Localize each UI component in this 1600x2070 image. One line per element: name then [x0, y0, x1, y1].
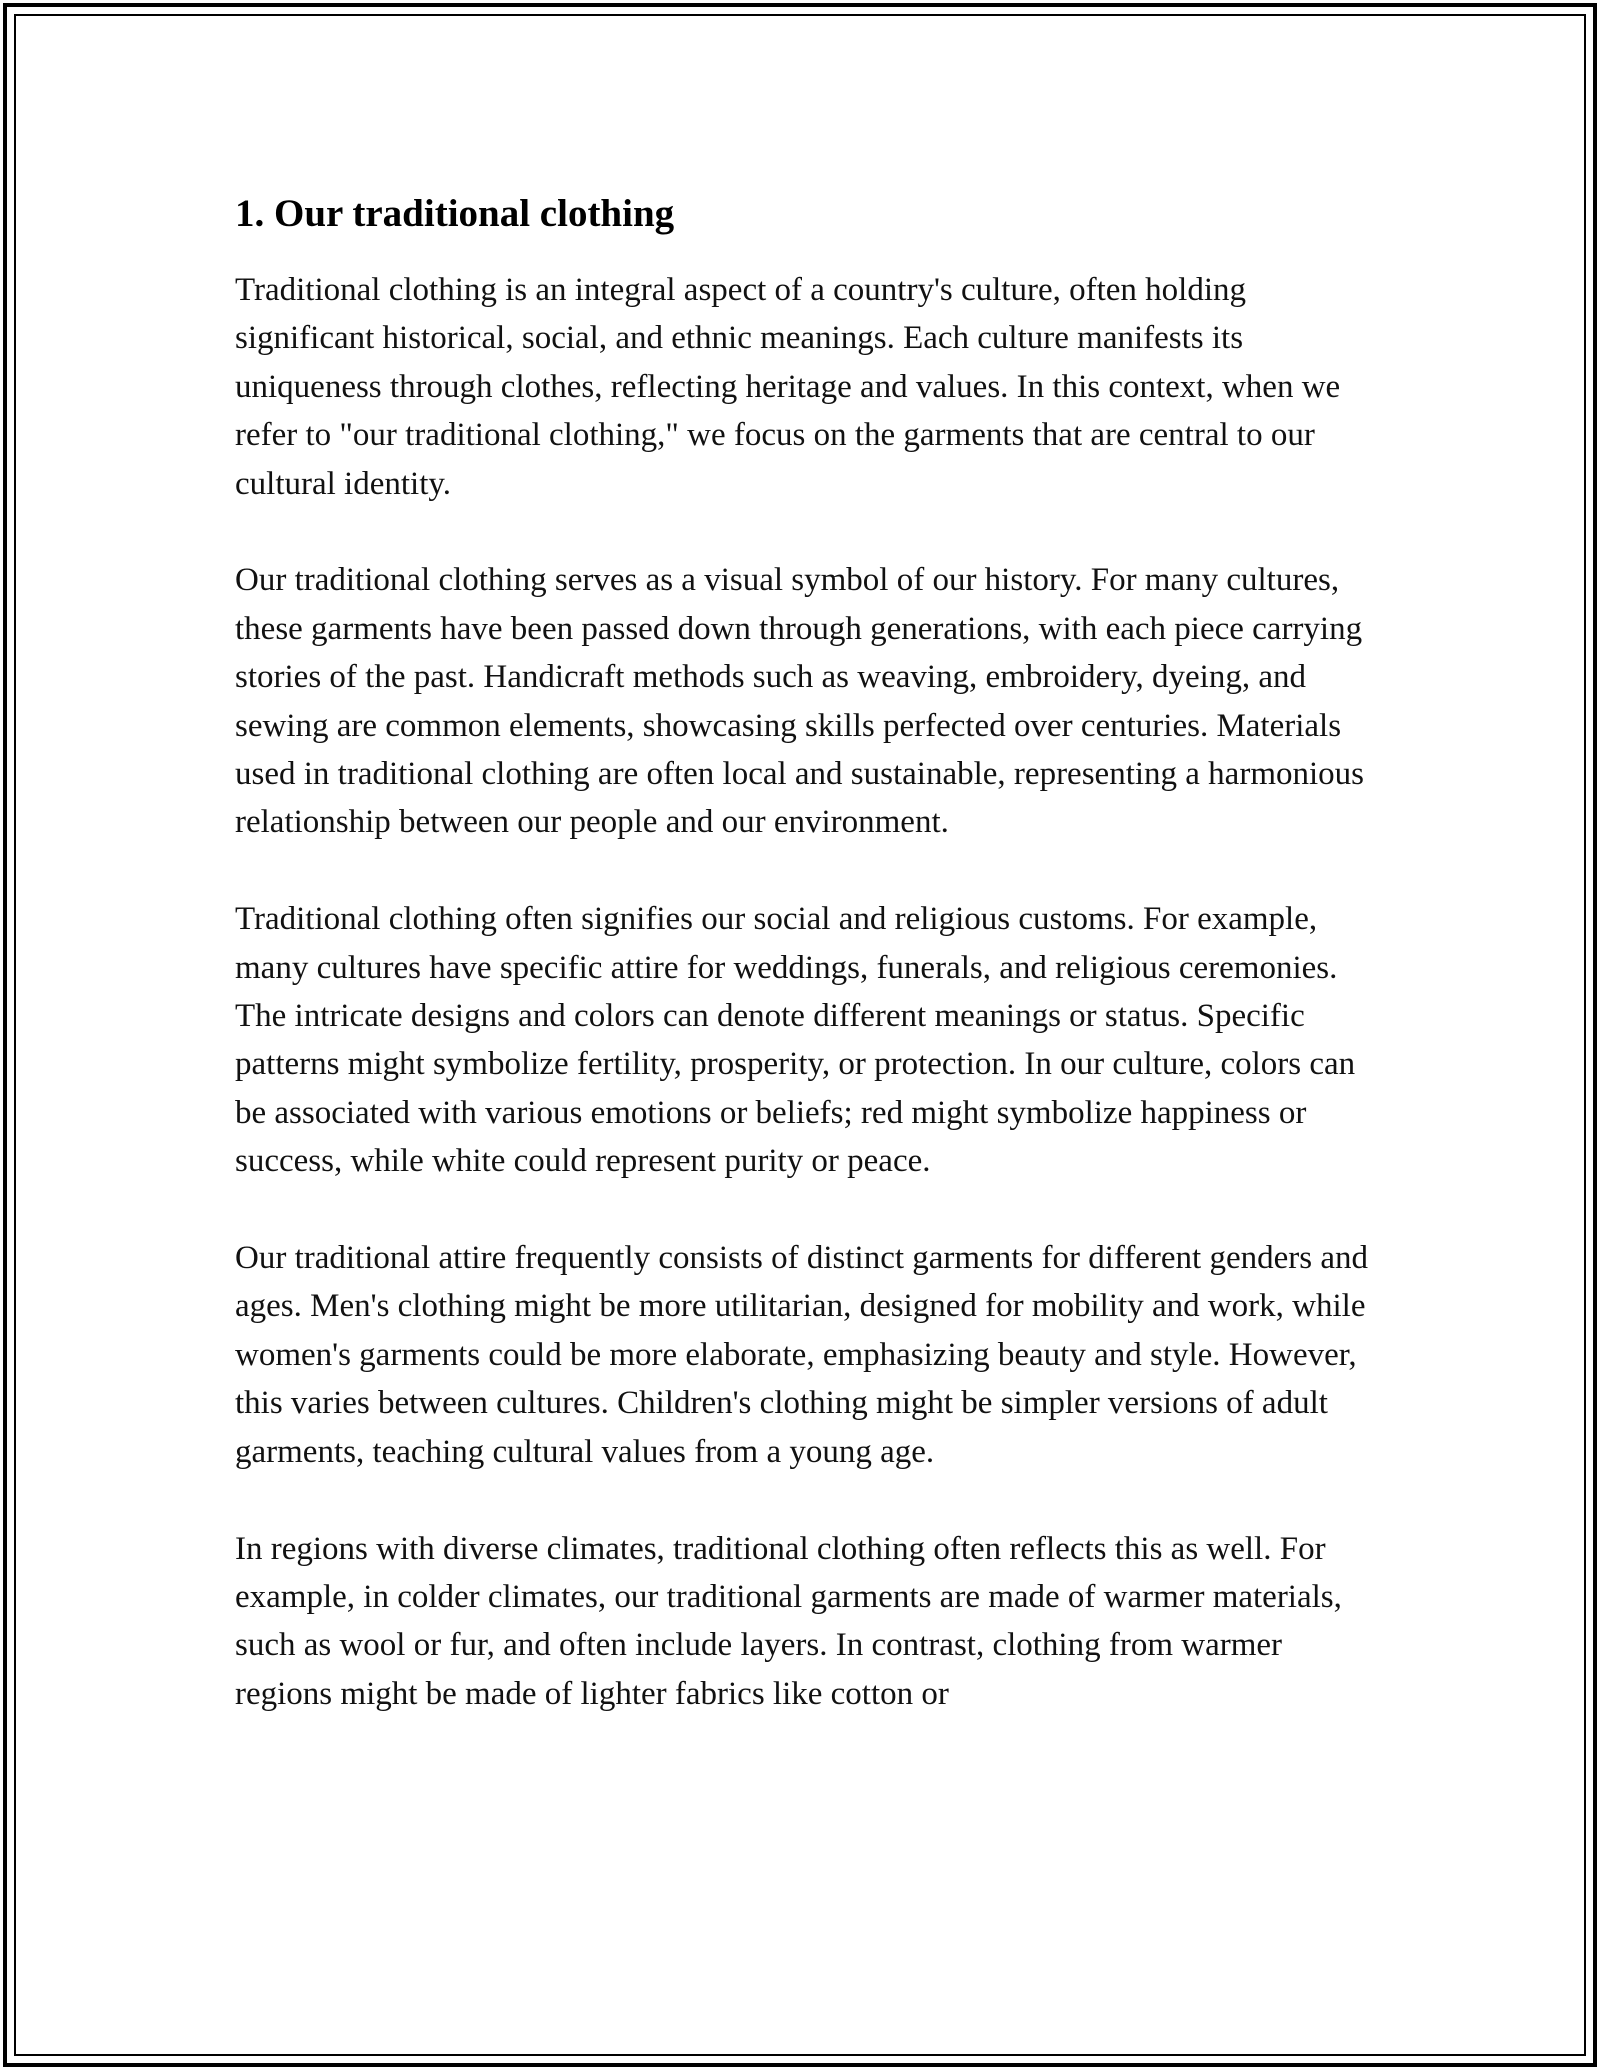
paragraph-1: Traditional clothing is an integral aspect of a country's culture, often holding significant historical, social, and ethnic meanings. Each culture manifests its uniqueness through clothes, reflecting heritage and values. In this context, when we refer to "our traditional clothing," we focus on the garments that are central to our cultural identity. — [235, 272, 1341, 502]
paragraph-5: In regions with diverse climates, traditional clothing often reflects this as well. For example, in colder climates, our traditional garments are made of warmer materials, such as wool or fur, and often include layers. In contrast, clothing from warmer regions might be made of lighter fabrics like cotton or — [235, 1530, 1342, 1712]
section-heading: 1. Our traditional clothing — [235, 192, 675, 235]
document-body — [235, 186, 1385, 1767]
paragraph-4: Our traditional attire frequently consists of distinct garments for different genders and ages. Men's clothing might be more utilitarian, designed for mobility and work, while women's garments could be more elaborate, emphasizing beauty and style. However, this varies between cultures. Children's clothing might be simpler versions of adult garments, teaching cultural values from a young age. — [235, 1240, 1368, 1470]
paragraph-2: Our traditional clothing serves as a visual symbol of our history. For many cultures, these garments have been passed down through generations, with each piece carrying stories of the past. Handicraft methods such as weaving, embroidery, dyeing, and sewing are common elements, showcasing skills perfected over centuries. Materials used in traditional clothing are often local and sustainable, representing a harmonious relationship between our people and our environment. — [235, 562, 1364, 841]
paragraph-3: Traditional clothing often signifies our social and religious customs. For example, many cultures have specific attire for weddings, funerals, and religious ceremonies. The intricate designs and colors can denote different meanings or status. Specific patterns might symbolize fertility, prosperity, or protection. In our culture, colors can be associated with various emotions or beliefs; red might symbolize happiness or success, while white could represent purity or peace. — [235, 901, 1356, 1180]
